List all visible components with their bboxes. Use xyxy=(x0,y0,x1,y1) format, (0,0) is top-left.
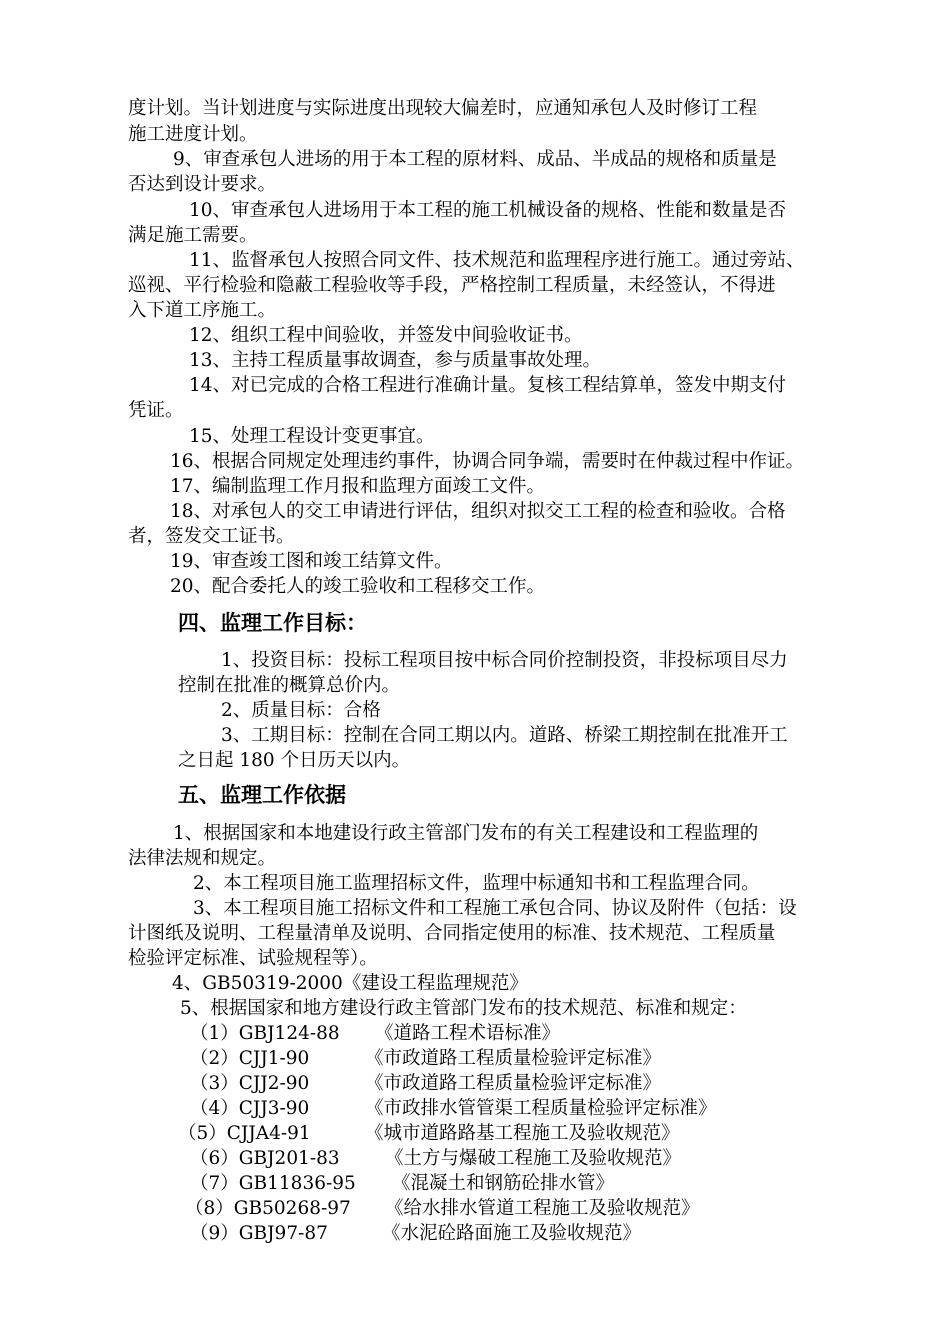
standard-code: （9）GBJ97-87 xyxy=(190,1223,328,1244)
duty-line: 者，签发交工证书。 xyxy=(128,526,295,547)
standard-title: 《市政排水管管渠工程质量检验评定标准》 xyxy=(365,1098,717,1119)
standard-title: 《给水排水管道工程施工及验收规范》 xyxy=(385,1198,700,1219)
duty-item-9: 9、审查承包人进场的用于本工程的原材料、成品、半成品的规格和质量是 xyxy=(173,149,777,170)
duty-item-13: 13、主持工程质量事故调查，参与质量事故处理。 xyxy=(189,350,602,371)
standard-title: 《水泥砼路面施工及验收规范》 xyxy=(382,1223,642,1244)
duty-line: 入下道工序施工。 xyxy=(128,300,277,321)
standard-code: （5）CJJA4-91 xyxy=(178,1123,311,1144)
duty-item-16: 16、根据合同规定处理违约事件，协调合同争端，需要时在仲裁过程中作证。 xyxy=(170,451,805,472)
duty-item-12: 12、组织工程中间验收，并签发中间验收证书。 xyxy=(189,325,583,346)
standard-code: （2）CJJ1-90 xyxy=(190,1048,310,1069)
standard-title: 《市政道路工程质量检验评定标准》 xyxy=(365,1073,662,1094)
duty-item-20: 20、配合委托人的竣工验收和工程移交工作。 xyxy=(170,576,546,597)
basis-item-3: 3、本工程项目施工招标文件和工程施工承包合同、协议及附件（包括：设 xyxy=(193,898,797,919)
duty-item-17: 17、编制监理工作月报和监理方面竣工文件。 xyxy=(170,476,546,497)
goal-quality: 2、质量目标：合格 xyxy=(221,700,381,721)
duty-line: 否达到设计要求。 xyxy=(128,174,277,195)
duty-item-10: 10、审查承包人进场用于本工程的施工机械设备的规格、性能和数量是否 xyxy=(189,200,787,221)
duty-line: 满足施工需要。 xyxy=(128,225,258,246)
standard-title: 《市政道路工程质量检验评定标准》 xyxy=(365,1048,662,1069)
section-4-heading: 四、监理工作目标： xyxy=(178,610,367,635)
goal-schedule: 3、工期目标：控制在合同工期以内。道路、桥梁工期控制在批准开工 xyxy=(221,725,788,746)
duty-line: 凭证。 xyxy=(128,400,184,421)
basis-item-4: 4、GB50319-2000《建设工程监理规范》 xyxy=(172,973,528,994)
standard-code: （4）CJJ3-90 xyxy=(190,1098,310,1119)
basis-item-5: 5、根据国家和地方建设行政主管部门发布的技术规范、标准和规定： xyxy=(180,998,747,1019)
standard-title: 《道路工程术语标准》 xyxy=(375,1023,561,1044)
duty-line: 施工进度计划。 xyxy=(128,124,258,145)
standard-code: （7）GB11836-95 xyxy=(190,1173,356,1194)
basis-item-1: 1、根据国家和本地建设行政主管部门发布的有关工程建设和工程监理的 xyxy=(173,823,759,844)
duty-item-14: 14、对已完成的合格工程进行准确计量。复核工程结算单，签发中期支付 xyxy=(189,375,787,396)
duty-line: 度计划。当计划进度与实际进度出现较大偏差时，应通知承包人及时修订工程 xyxy=(128,98,758,119)
standard-title: 《混凝土和钢筋砼排水管》 xyxy=(392,1173,615,1194)
basis-item-2: 2、本工程项目施工监理招标文件，监理中标通知书和工程监理合同。 xyxy=(193,873,760,894)
standard-code: （3）CJJ2-90 xyxy=(190,1073,310,1094)
duty-line: 巡视、平行检验和隐蔽工程验收等手段，严格控制工程质量，未经签认，不得进 xyxy=(128,275,776,296)
standard-code: （6）GBJ201-83 xyxy=(190,1148,340,1169)
standard-code: （8）GB50268-97 xyxy=(185,1198,351,1219)
duty-item-15: 15、处理工程设计变更事宜。 xyxy=(189,426,435,447)
goal-investment: 1、投资目标：投标工程项目按中标合同价控制投资，非投标项目尽力 xyxy=(221,650,788,671)
duty-item-18: 18、对承包人的交工申请进行评估，组织对拟交工工程的检查和验收。合格 xyxy=(170,501,786,522)
basis-line: 检验评定标准、试验规程等）。 xyxy=(128,948,378,969)
basis-line: 计图纸及说明、工程量清单及说明、合同指定使用的标准、技术规范、工程质量 xyxy=(128,923,776,944)
standard-title: 《城市道路路基工程施工及验收规范》 xyxy=(365,1123,680,1144)
standard-code: （1）GBJ124-88 xyxy=(190,1023,340,1044)
standard-title: 《土方与爆破工程施工及验收规范》 xyxy=(385,1148,682,1169)
goal-line: 之日起 180 个日历天以内。 xyxy=(178,750,411,771)
section-5-heading: 五、监理工作依据 xyxy=(178,782,346,807)
goal-line: 控制在批准的概算总价内。 xyxy=(178,675,401,696)
duty-item-11: 11、监督承包人按照合同文件、技术规范和监理程序进行施工。通过旁站、 xyxy=(189,250,805,271)
duty-item-19: 19、审查竣工图和竣工结算文件。 xyxy=(170,551,453,572)
basis-line: 法律法规和规定。 xyxy=(128,848,277,869)
